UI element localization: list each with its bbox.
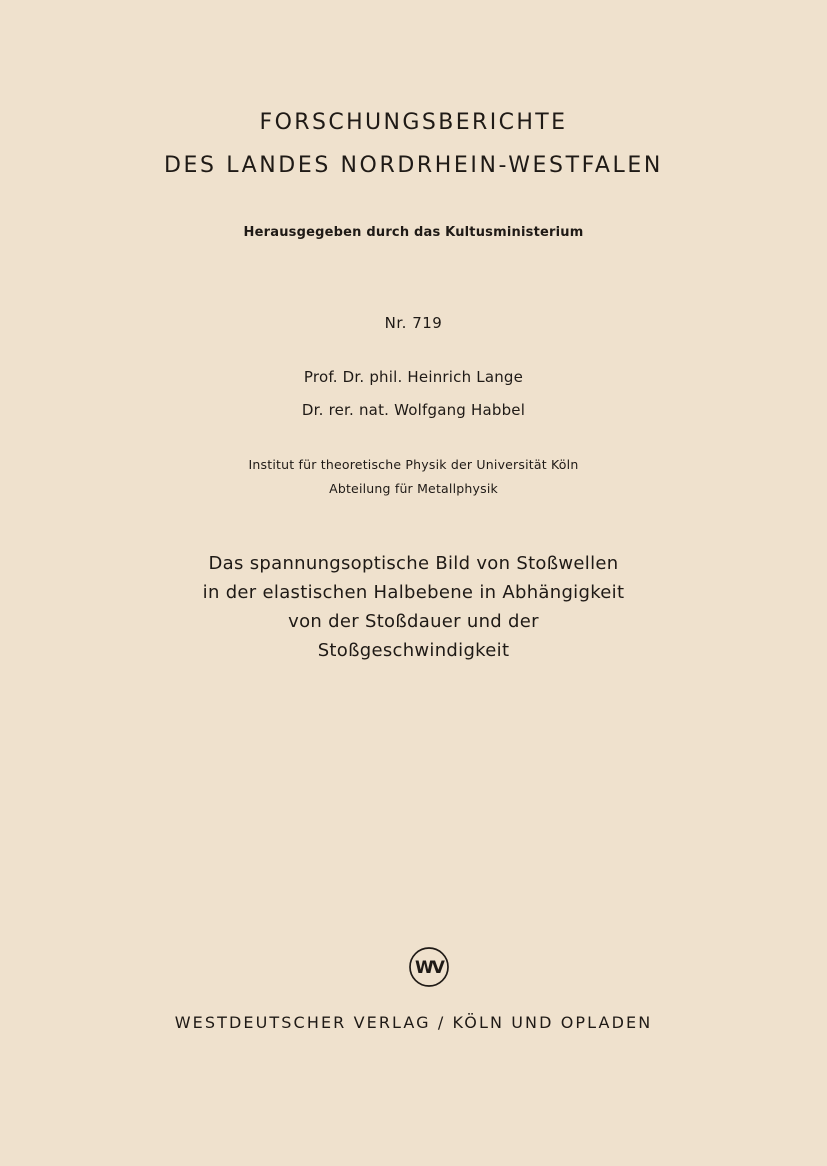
institute-line-1: Institut für theoretische Physik der Universität Köln [248,457,579,472]
series-title-line-1: FORSCHUNGSBERICHTE [259,110,568,135]
publisher-logo-svg [408,946,450,988]
publisher-logo-icon [408,946,450,988]
publisher-logo-letters: WV [415,958,443,978]
institute-line-2: Abteilung für Metallphysik [329,481,498,496]
report-title-line-1: Das spannungsoptische Bild von Stoßwellen [208,553,619,574]
author-1: Prof. Dr. phil. Heinrich Lange [303,368,524,386]
editor-note: Herausgegeben durch das Kultusministerium [243,225,584,240]
report-number: Nr. 719 [384,314,443,332]
series-title-line-2: DES LANDES NORDRHEIN-WESTFALEN [164,153,663,178]
report-title-line-3: von der Stoßdauer und der [288,611,539,632]
report-title [0,549,827,665]
report-title-line-4: Stoßgeschwindigkeit [317,640,510,661]
report-title-line-2: in der elastischen Halbebene in Abhängigkeit [202,582,625,603]
publisher-name: WESTDEUTSCHER VERLAG / KÖLN UND OPLADEN [174,1013,653,1032]
author-2: Dr. rer. nat. Wolfgang Habbel [301,401,526,419]
